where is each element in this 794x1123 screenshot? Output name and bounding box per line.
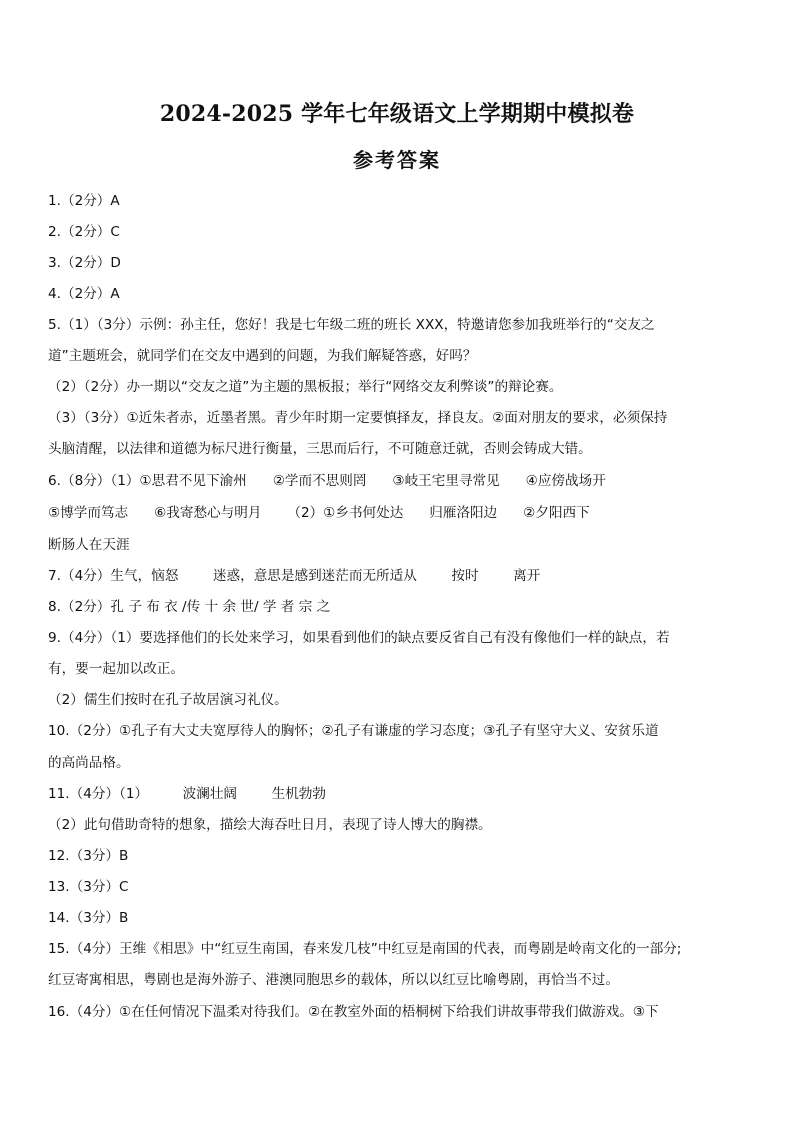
answer-line: 9.（4分）（1）要选择他们的长处来学习，如果看到他们的缺点要反省自己有没有像他们一样的缺点，若 (48, 630, 670, 646)
answer-line: 道”主题班会，就同学们在交友中遇到的问题，为我们解疑答惑，好吗？ (48, 348, 477, 364)
answer-line: 14.（3分）B (48, 910, 129, 926)
answer-line: 16.（4分）①在任何情况下温柔对待我们。②在教室外面的梧桐树下给我们讲故事带我们做游戏。③下 (48, 1004, 659, 1020)
answer-line: 11.（4分）（1） 波澜壮阔 生机勃勃 (48, 786, 326, 802)
answer-line: 13.（3分）C (48, 879, 129, 895)
answer-line: 1.（2分）A (48, 193, 120, 209)
page-subtitle: 参考答案 (353, 148, 441, 172)
answer-line: 2.（2分）C (48, 224, 120, 240)
answer-line: 12.（3分）B (48, 848, 129, 864)
answer-line: 有，要一起加以改正。 (48, 661, 184, 677)
answer-line: 15.（4分）王维《相思》中“红豆生南国，春来发几枝”中红豆是南国的代表，而粤剧是岭南文化的一部分; (48, 941, 682, 957)
answer-line: 5.（1）（3分）示例：孙主任，您好！我是七年级二班的班长 XXX，特邀请您参加我班举行的“交友之 (48, 317, 655, 333)
answer-line: 6.（8分）（1）①思君不见下渝州 ②学而不思则罔 ③岐王宅里寻常见 ④应傍战场开 (48, 473, 606, 489)
answer-line: （2）儒生们按时在孔子故居演习礼仪。 (48, 692, 288, 708)
answer-line: 头脑清醒，以法律和道德为标尺进行衡量，三思而后行，不可随意迁就，否则会铸成大错。 (48, 441, 592, 457)
answer-line: 3.（2分）D (48, 255, 121, 271)
answer-line: ⑤博学而笃志 ⑥我寄愁心与明月 （2）①乡书何处达 归雁洛阳边 ②夕阳西下 (48, 505, 590, 521)
answer-line: 8.（2分）孔 子 布 衣 /传 十 余 世/ 学 者 宗 之 (48, 599, 331, 615)
answer-line: 断肠人在天涯 (48, 537, 130, 553)
answer-line: （2）（2分）办一期以“交友之道”为主题的黑板报；举行“网络交友利弊谈”的辩论赛。 (48, 379, 563, 395)
answer-line: （3）（3分）①近朱者赤，近墨者黑。青少年时期一定要慎择友，择良友。②面对朋友的要求，必须保持 (48, 410, 668, 426)
answer-line: 7.（4分）生气，恼怒 迷惑，意思是感到迷茫而无所适从 按时 离开 (48, 568, 541, 584)
answer-line: 10.（2分）①孔子有大丈夫宽厚待人的胸怀；②孔子有谦虚的学习态度；③孔子有坚守大义、安贫乐道 (48, 723, 659, 739)
answer-line: 4.（2分）A (48, 286, 120, 302)
answer-line: 的高尚品格。 (48, 755, 130, 771)
answer-line: （2）此句借助奇特的想象，描绘大海吞吐日月，表现了诗人博大的胸襟。 (48, 817, 492, 833)
answer-line: 红豆寄寓相思，粤剧也是海外游子、港澳同胞思乡的载体，所以以红豆比喻粤剧，再恰当不过。 (48, 972, 619, 988)
page-title: 2024-2025 学年七年级语文上学期期中模拟卷 (159, 101, 635, 127)
